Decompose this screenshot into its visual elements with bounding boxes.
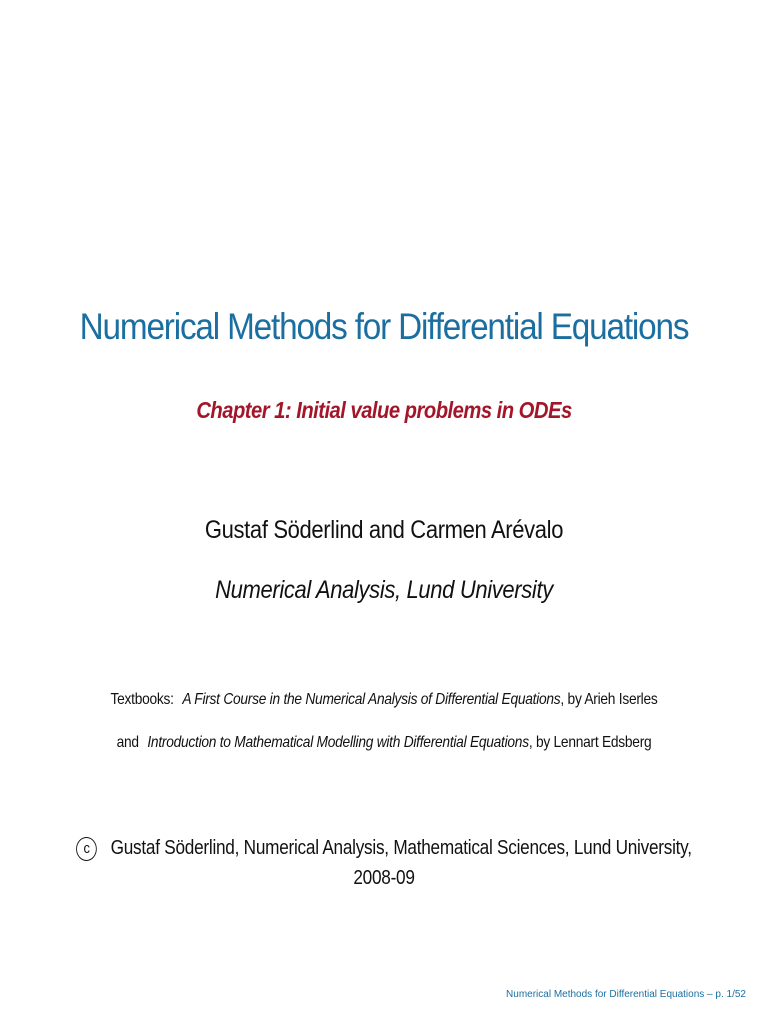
page-number: p. 1/52 (715, 989, 746, 1000)
footer (506, 988, 746, 1002)
copyright-line (54, 833, 714, 893)
textbooks-and: and (116, 734, 139, 751)
copyright-text: Gustaf Söderlind, Numerical Analysis, Mathematical Sciences, Lund University, 2008-09 (110, 837, 692, 889)
textbook-author-2: , by Lennart Edsberg (528, 734, 652, 751)
affiliation: Numerical Analysis, Lund University (215, 576, 553, 604)
textbook-line-1 (54, 688, 714, 712)
textbook-author-1: , by Arieh Iserles (560, 691, 658, 708)
authors: Gustaf Söderlind and Carmen Arévalo (204, 516, 564, 544)
footer-title: Numerical Methods for Differential Equations (506, 989, 705, 1000)
chapter-subtitle: Chapter 1: Initial value problems in ODEs (196, 397, 572, 423)
textbook-title-1: A First Course in the Numerical Analysis of Differential Equations (182, 691, 561, 708)
textbook-title-2: Introduction to Mathematical Modelling with Differential Equations (147, 734, 529, 751)
textbook-line-2 (54, 731, 714, 755)
footer-separator: – (704, 989, 716, 1000)
slide-title: Numerical Methods for Differential Equations (79, 306, 689, 347)
copyright-icon: c (76, 837, 97, 861)
textbooks-label: Textbooks: (110, 691, 174, 708)
